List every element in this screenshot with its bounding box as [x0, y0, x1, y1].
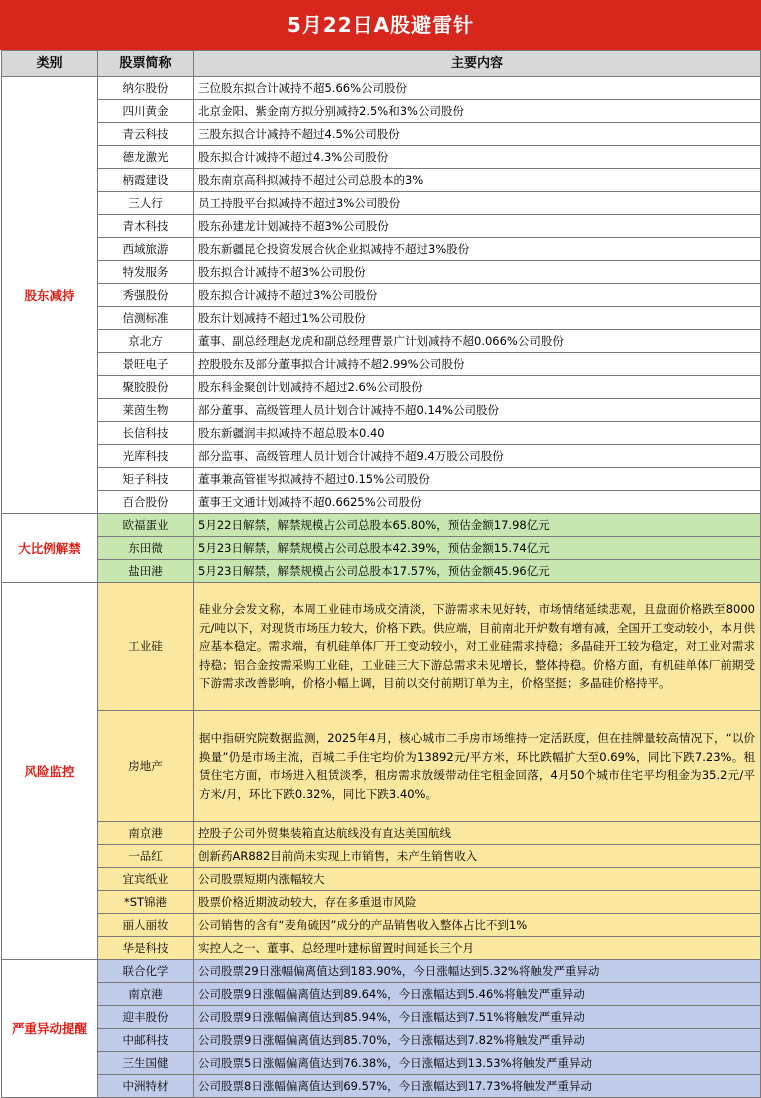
risk-table	[1, 50, 761, 1098]
stock-content: 股东拟合计减持不超3%公司股份	[194, 261, 761, 284]
stock-content: 股东计划减持不超过1%公司股份	[194, 307, 761, 330]
section-large-unlock-category: 大比例解禁	[2, 514, 98, 583]
stock-content: 公司股票短期内涨幅较大	[194, 868, 761, 891]
stock-name: 柄霞建设	[98, 169, 194, 192]
stock-content: 股东新疆润丰拟减持不超总股本0.40	[194, 422, 761, 445]
table-row	[2, 914, 761, 937]
table-row	[2, 146, 761, 169]
stock-name: 光库科技	[98, 445, 194, 468]
table-row	[2, 468, 761, 491]
header-stock-name: 股票简称	[98, 51, 194, 77]
stock-name: 联合化学	[98, 960, 194, 983]
stock-name: 一品红	[98, 845, 194, 868]
stock-name: 秀强股份	[98, 284, 194, 307]
table-row	[2, 123, 761, 146]
stock-name: 三人行	[98, 192, 194, 215]
table-row	[2, 376, 761, 399]
stock-name: 景旺电子	[98, 353, 194, 376]
stock-content: 股东拟合计减持不超过4.3%公司股份	[194, 146, 761, 169]
table-row	[2, 353, 761, 376]
section-risk-monitor-category: 风险监控	[2, 583, 98, 960]
table-row	[2, 583, 761, 711]
stock-content: 董事王文通计划减持不超0.6625%公司股份	[194, 491, 761, 514]
stock-name: 宜宾纸业	[98, 868, 194, 891]
stock-name: 百合股份	[98, 491, 194, 514]
header-category: 类别	[2, 51, 98, 77]
table-row	[2, 169, 761, 192]
stock-content: 公司销售的含有“麦角硫因”成分的产品销售收入整体占比不到1%	[194, 914, 761, 937]
stock-content: 三位股东拟合计减持不超5.66%公司股份	[194, 77, 761, 100]
table-row	[2, 284, 761, 307]
section-abnormal-alert-category: 严重异动提醒	[2, 960, 98, 1098]
stock-content: 员工持股平台拟减持不超过3%公司股份	[194, 192, 761, 215]
stock-content: 公司股票9日涨幅偏离值达到85.94%，今日涨幅达到7.51%将触发严重异动	[194, 1006, 761, 1029]
table-row	[2, 891, 761, 914]
table-row	[2, 307, 761, 330]
table-row	[2, 937, 761, 960]
stock-content: 公司股票9日涨幅偏离值达到85.70%，今日涨幅达到7.82%将触发严重异动	[194, 1029, 761, 1052]
stock-content: 部分监事、高级管理人员计划合计减持不超9.4万股公司股份	[194, 445, 761, 468]
stock-content: 董事兼高管崔岑拟减持不超过0.15%公司股份	[194, 468, 761, 491]
stock-content: 三股东拟合计减持不超过4.5%公司股份	[194, 123, 761, 146]
table-row	[2, 822, 761, 845]
page-title: 5月22日A股避雷针	[0, 0, 761, 50]
stock-content: 公司股票9日涨幅偏离值达到89.64%，今日涨幅达到5.46%将触发严重异动	[194, 983, 761, 1006]
table-row	[2, 1029, 761, 1052]
stock-content: 股东孙建龙计划减持不超3%公司股份	[194, 215, 761, 238]
stock-content: 北京金阳、紫金南方拟分别减持2.5%和3%公司股份	[194, 100, 761, 123]
stock-name: 信测标准	[98, 307, 194, 330]
stock-content: 股东南京高科拟减持不超过公司总股本的3%	[194, 169, 761, 192]
stock-content: 控股子公司外贸集装箱直达航线没有直达美国航线	[194, 822, 761, 845]
table-row	[2, 100, 761, 123]
stock-content: 股东科金聚创计划减持不超过2.6%公司股份	[194, 376, 761, 399]
table-row	[2, 537, 761, 560]
section-holder-reduction-category: 股东减持	[2, 77, 98, 514]
stock-content: 董事、副总经理赵龙虎和副总经理曹景广计划减持不超0.066%公司股份	[194, 330, 761, 353]
stock-name: 德龙激光	[98, 146, 194, 169]
stock-name: *ST锦港	[98, 891, 194, 914]
stock-content: 股票价格近期波动较大，存在多重退市风险	[194, 891, 761, 914]
stock-content: 股东新疆昆仑投资发展合伙企业拟减持不超过3%股份	[194, 238, 761, 261]
stock-name: 南京港	[98, 983, 194, 1006]
stock-name: 纳尔股份	[98, 77, 194, 100]
stock-content: 5月23日解禁，解禁规模占公司总股本17.57%，预估金额45.96亿元	[194, 560, 761, 583]
table-row	[2, 330, 761, 353]
stock-content: 公司股票8日涨幅偏离值达到69.57%，今日涨幅达到17.73%将触发严重异动	[194, 1075, 761, 1098]
table-row	[2, 868, 761, 891]
table-header-row	[2, 51, 761, 77]
table-row	[2, 845, 761, 868]
stock-name: 青木科技	[98, 215, 194, 238]
stock-name: 矩子科技	[98, 468, 194, 491]
stock-content: 股东拟合计减持不超过3%公司股份	[194, 284, 761, 307]
stock-name: 中洲特材	[98, 1075, 194, 1098]
stock-content: 硅业分会发文称，本周工业硅市场成交清淡，下游需求未见好转，市场情绪延续悲观，且盘面价格跌至8000元/吨以下，对现货市场压力较大，价格下跌。供应端，目前南北开炉数有增有减，全国开工变动较小，本月供应基本稳定。需求端，有机硅单体厂开工变动较小，对工业硅需求持稳；多晶硅开工较为稳定，对工业对需求持稳；铝合金按需采购工业硅，工业硅三大下游总需求未见增长，整体持稳。价格方面，有机硅单体厂前期受下游需求改善影响，价格小幅上调，目前以交付前期订单为主，价格坚挺；多晶硅价格持平。	[194, 583, 761, 711]
stock-name: 青云科技	[98, 123, 194, 146]
table-row	[2, 514, 761, 537]
table-row	[2, 1075, 761, 1098]
stock-name: 聚胶股份	[98, 376, 194, 399]
table-row	[2, 399, 761, 422]
table-row	[2, 192, 761, 215]
stock-content: 5月22日解禁，解禁规模占公司总股本65.80%，预估金额17.98亿元	[194, 514, 761, 537]
stock-name: 京北方	[98, 330, 194, 353]
stock-name: 丽人丽妆	[98, 914, 194, 937]
stock-content: 实控人之一、董事、总经理叶建标留置时间延长三个月	[194, 937, 761, 960]
table-row	[2, 445, 761, 468]
stock-content: 公司股票5日涨幅偏离值达到76.38%，今日涨幅达到13.53%将触发严重异动	[194, 1052, 761, 1075]
header-main-content: 主要内容	[194, 51, 761, 77]
table-row	[2, 238, 761, 261]
stock-name: 南京港	[98, 822, 194, 845]
stock-content: 据中指研究院数据监测，2025年4月，核心城市二手房市场维持一定活跃度，但在挂牌量较高情况下，“以价换量”仍是市场主流，百城二手住宅均价为13892元/平方米，环比跌幅扩大至0.69%，同比下跌7.23%。租赁住宅方面，市场进入租赁淡季，租房需求放缓带动住宅租金回落，4月50个城市住宅平均租金为35.2元/平方米/月，环比下跌0.32%，同比下跌3.40%。	[194, 711, 761, 822]
table-row	[2, 491, 761, 514]
stock-name: 西域旅游	[98, 238, 194, 261]
stock-name: 工业硅	[98, 583, 194, 711]
table-row	[2, 960, 761, 983]
stock-content: 5月23日解禁，解禁规模占公司总股本42.39%，预估金额15.74亿元	[194, 537, 761, 560]
stock-name: 莱茵生物	[98, 399, 194, 422]
stock-content: 控股股东及部分董事拟合计减持不超2.99%公司股份	[194, 353, 761, 376]
table-row	[2, 1006, 761, 1029]
table-row	[2, 215, 761, 238]
stock-content: 部分董事、高级管理人员计划合计减持不超0.14%公司股份	[194, 399, 761, 422]
stock-content: 创新药AR882目前尚未实现上市销售，未产生销售收入	[194, 845, 761, 868]
table-row	[2, 77, 761, 100]
stock-name: 三生国健	[98, 1052, 194, 1075]
stock-name: 四川黄金	[98, 100, 194, 123]
table-row	[2, 422, 761, 445]
table-row	[2, 1052, 761, 1075]
table-row	[2, 560, 761, 583]
table-row	[2, 711, 761, 822]
stock-content: 公司股票29日涨幅偏离值达到183.90%，今日涨幅达到5.32%将触发严重异动	[194, 960, 761, 983]
stock-name: 长信科技	[98, 422, 194, 445]
stock-name: 房地产	[98, 711, 194, 822]
stock-name: 迎丰股份	[98, 1006, 194, 1029]
stock-name: 特发服务	[98, 261, 194, 284]
table-row	[2, 261, 761, 284]
stock-name: 华是科技	[98, 937, 194, 960]
stock-name: 东田微	[98, 537, 194, 560]
stock-name: 欧福蛋业	[98, 514, 194, 537]
table-row	[2, 983, 761, 1006]
stock-name: 中邮科技	[98, 1029, 194, 1052]
stock-name: 盐田港	[98, 560, 194, 583]
